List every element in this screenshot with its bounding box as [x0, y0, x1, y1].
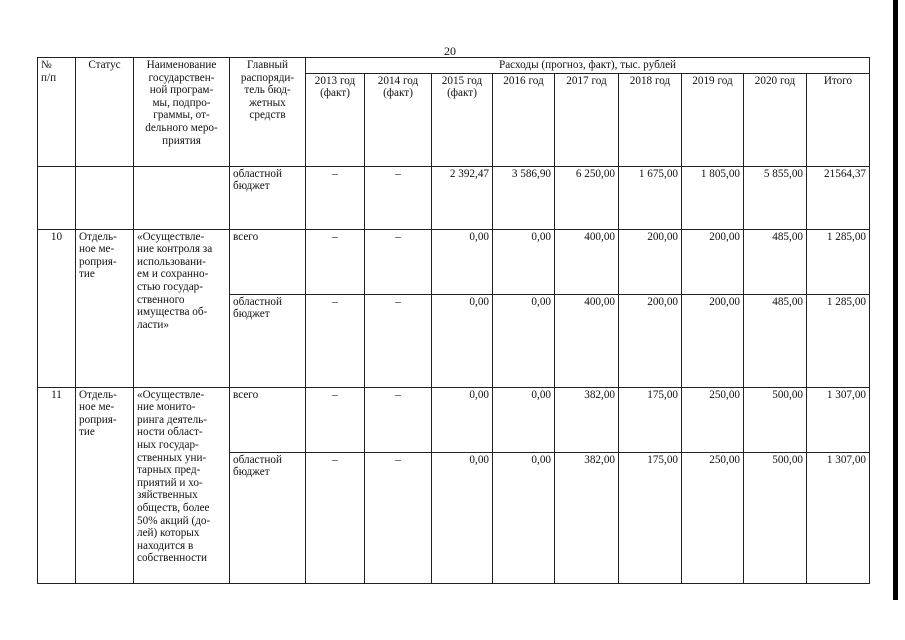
- cell-manager: всего: [230, 387, 306, 452]
- cell-empty: [38, 166, 76, 229]
- header-expenses: Расходы (прогноз, факт), тыс. рублей: [306, 58, 870, 74]
- header-year: 2013 год (факт): [306, 73, 365, 166]
- cell-value: –: [306, 452, 365, 583]
- header-total: Итого: [807, 73, 870, 166]
- cell-value: –: [365, 229, 432, 294]
- cell-value: –: [306, 387, 365, 452]
- cell-value: 1 805,00: [682, 166, 744, 229]
- cell-value: 0,00: [432, 229, 493, 294]
- cell-value: –: [365, 166, 432, 229]
- cell-value: 200,00: [619, 294, 682, 387]
- header-year: 2017 год: [555, 73, 619, 166]
- cell-value: 0,00: [493, 229, 555, 294]
- cell-value: 200,00: [619, 229, 682, 294]
- budget-table: [37, 57, 870, 584]
- cell-value: 500,00: [744, 387, 807, 452]
- header-row-1: [38, 58, 870, 74]
- cell-value: 0,00: [432, 387, 493, 452]
- cell-empty: [134, 166, 230, 229]
- header-status: Статус: [76, 58, 134, 167]
- cell-value: –: [365, 294, 432, 387]
- cell-value: 1 675,00: [619, 166, 682, 229]
- cell-value: –: [306, 229, 365, 294]
- cell-value: 0,00: [432, 452, 493, 583]
- header-year: 2019 год: [682, 73, 744, 166]
- cell-num: 10: [38, 229, 76, 387]
- header-year: 2016 год: [493, 73, 555, 166]
- table-row: [38, 229, 870, 294]
- cell-total: 1 285,00: [807, 294, 870, 387]
- cell-value: 485,00: [744, 294, 807, 387]
- cell-value: 200,00: [682, 229, 744, 294]
- cell-manager: областной бюджет: [230, 452, 306, 583]
- cell-value: 250,00: [682, 452, 744, 583]
- header-name: Наименование государствен- ной програм- мы, подпро- граммы, от- dельного меро- приятия: [134, 58, 230, 167]
- cell-total: 1 307,00: [807, 452, 870, 583]
- cell-value: 250,00: [682, 387, 744, 452]
- cell-total: 21564,37: [807, 166, 870, 229]
- header-year: 2020 год: [744, 73, 807, 166]
- cell-value: 0,00: [493, 387, 555, 452]
- cell-value: 500,00: [744, 452, 807, 583]
- cell-value: 400,00: [555, 229, 619, 294]
- header-manager: Главный распоряди- тель бюд- жетных средств: [230, 58, 306, 167]
- cell-status: Отдель- ное ме- роприя- тие: [76, 229, 134, 387]
- cell-value: –: [365, 387, 432, 452]
- cell-manager: областной бюджет: [230, 294, 306, 387]
- cell-value: 485,00: [744, 229, 807, 294]
- cell-value: –: [306, 294, 365, 387]
- cell-value: 382,00: [555, 387, 619, 452]
- table-row: [38, 387, 870, 452]
- cell-value: 382,00: [555, 452, 619, 583]
- header-year: 2018 год: [619, 73, 682, 166]
- cell-value: 200,00: [682, 294, 744, 387]
- table-row: [38, 166, 870, 229]
- cell-value: 2 392,47: [432, 166, 493, 229]
- cell-name: «Осуществле- ние контроля за использовани- ем и сохранно- стью государ- ственного имущества об- ласти»: [134, 229, 230, 387]
- cell-manager: областной бюджет: [230, 166, 306, 229]
- header-num: № п/п: [38, 58, 76, 167]
- scan-edge-bar: [893, 0, 898, 600]
- cell-value: 400,00: [555, 294, 619, 387]
- cell-value: –: [365, 452, 432, 583]
- page-number: 20: [444, 44, 456, 58]
- cell-manager: всего: [230, 229, 306, 294]
- cell-status: Отдель- ное ме- роприя- тие: [76, 387, 134, 583]
- cell-total: 1 307,00: [807, 387, 870, 452]
- cell-value: 175,00: [619, 452, 682, 583]
- header-year: 2015 год (факт): [432, 73, 493, 166]
- cell-value: 0,00: [432, 294, 493, 387]
- cell-value: 0,00: [493, 294, 555, 387]
- cell-value: 6 250,00: [555, 166, 619, 229]
- cell-value: –: [306, 166, 365, 229]
- cell-num: 11: [38, 387, 76, 583]
- cell-total: 1 285,00: [807, 229, 870, 294]
- cell-name: «Осуществле- ние монито- ринга деятель- ности област- ных государ- ственных уни- тарных пред- приятий и хо- зяйственных обществ, более 50% акций (до- лей) которых находится в собственности: [134, 387, 230, 583]
- header-year: 2014 год (факт): [365, 73, 432, 166]
- cell-value: 175,00: [619, 387, 682, 452]
- cell-value: 0,00: [493, 452, 555, 583]
- cell-empty: [76, 166, 134, 229]
- cell-value: 5 855,00: [744, 166, 807, 229]
- cell-value: 3 586,90: [493, 166, 555, 229]
